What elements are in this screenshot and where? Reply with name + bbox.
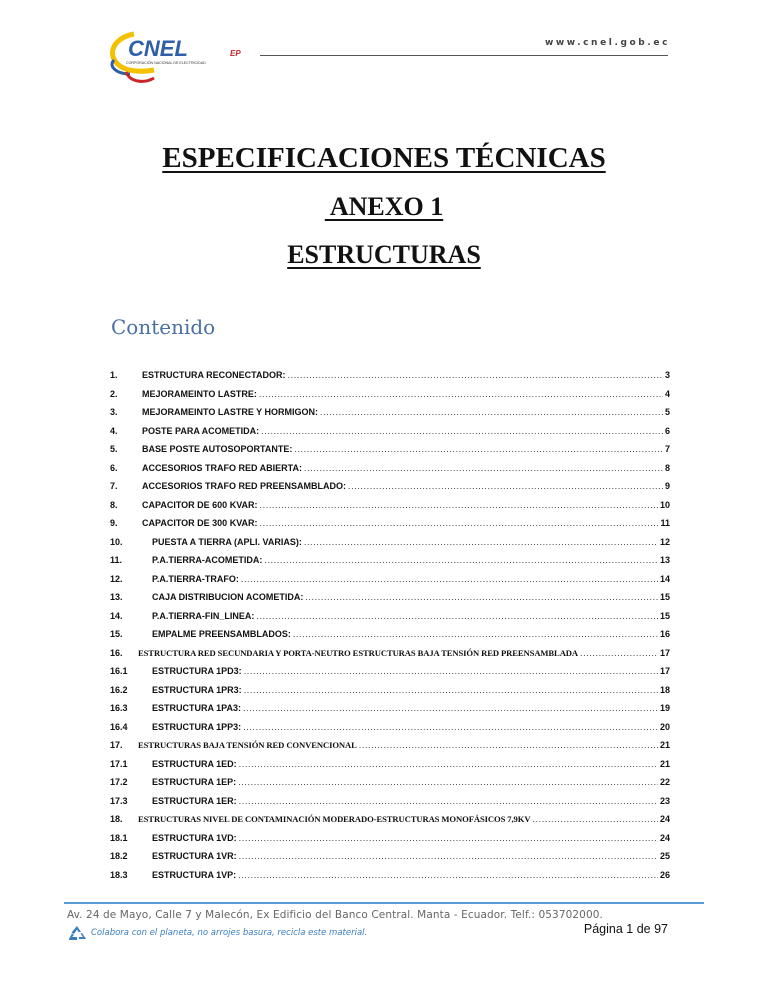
toc-entry-number: 11. — [110, 555, 123, 565]
toc-leader — [239, 759, 658, 769]
cnel-logo-icon — [104, 26, 264, 84]
toc-entry-title: ESTRUCTURA 1PD3: — [152, 666, 242, 676]
toc-entry-number: 6. — [110, 462, 118, 473]
toc-leader — [239, 833, 658, 843]
toc-entry-number: 18. — [110, 814, 123, 824]
toc-entry-title: MEJORAMEINTO LASTRE Y HORMIGON: — [142, 407, 319, 417]
toc-leader — [256, 611, 658, 621]
toc-entry-number: 10. — [110, 536, 123, 547]
toc-entry-page: 16 — [659, 629, 670, 639]
svg-text:CORPORACIÓN NACIONAL DE ELECTR: CORPORACIÓN NACIONAL DE ELECTRICIDAD — [126, 61, 206, 65]
toc-entry[interactable] — [110, 629, 670, 645]
toc-entry-page: 13 — [659, 555, 670, 565]
toc-leader — [244, 685, 658, 695]
toc-entry[interactable] — [110, 833, 670, 849]
toc-entry-title: ESTRUCTURA 1PP3: — [152, 721, 242, 732]
toc-entry-title: ESTRUCTURA 1ED: — [152, 758, 237, 769]
toc-leader — [288, 370, 663, 380]
toc-entry[interactable] — [110, 703, 670, 719]
toc-entry[interactable] — [110, 500, 670, 516]
toc-entry-number: 8. — [110, 499, 118, 510]
toc-entry-number: 14. — [110, 610, 123, 621]
toc-leader — [239, 851, 658, 861]
toc-entry-title: ESTRUCTURA 1EP: — [152, 777, 237, 787]
toc-entry[interactable] — [110, 481, 670, 497]
toc-entry-page: 20 — [659, 721, 670, 732]
toc-leader — [241, 574, 658, 584]
toc-entry-page: 24 — [659, 814, 670, 824]
toc-leader — [238, 777, 658, 787]
toc-entry-page: 7 — [664, 444, 670, 454]
toc-entry-page: 24 — [659, 832, 670, 843]
toc-entry-page: 25 — [659, 851, 670, 861]
footer-divider — [64, 902, 704, 904]
toc-entry-page: 11 — [660, 518, 670, 528]
page-number: Página 1 de 97 — [583, 922, 668, 936]
page-header — [104, 26, 670, 86]
toc-entry-title: ESTRUCTURA RECONECTADOR: — [142, 370, 286, 380]
toc-entry[interactable] — [110, 444, 670, 460]
toc-entry-title: ESTRUCTURAS NIVEL DE CONTAMINACIÓN MODERADO-ESTRUCTURAS MONOFÁSICOS 7,9KV — [138, 814, 531, 824]
toc-entry-page: 9 — [664, 481, 670, 491]
toc-entry-number: 12. — [110, 573, 123, 584]
toc-entry-title: CAPACITOR DE 300 KVAR: — [142, 518, 258, 528]
toc-entry-page: 10 — [659, 499, 670, 510]
toc-entry-number: 16.3 — [110, 703, 128, 713]
toc-entry-page: 18 — [659, 684, 670, 695]
toc-entry-title: ESTRUCTURA 1VD: — [152, 832, 237, 843]
svg-text:CNEL: CNEL — [128, 36, 188, 61]
toc-entry-number: 2. — [110, 388, 118, 399]
toc-entry[interactable] — [110, 574, 670, 590]
toc-leader — [580, 648, 658, 658]
footer-address: Av. 24 de Mayo, Calle 7 y Malecón, Ex Edificio del Banco Central. Manta - Ecuador. Telf.: 053702000. — [67, 909, 603, 921]
toc-entry-number: 18.3 — [110, 869, 128, 880]
toc-entry-page: 15 — [659, 592, 670, 602]
toc-entry-title: ESTRUCTURA 1PR3: — [152, 684, 242, 695]
toc-entry-number: 16.2 — [110, 684, 128, 695]
toc-leader — [238, 870, 658, 880]
toc-entry-number: 4. — [110, 425, 118, 436]
toc-entry-page: 3 — [664, 370, 670, 380]
recycle-icon — [67, 925, 87, 941]
toc-entry-title: ESTRUCTURA RED SECUNDARIA Y PORTA-NEUTRO ESTRUCTURAS BAJA TENSIÓN RED PREENSAMBLADA — [138, 647, 579, 658]
toc-entry-page: 17 — [659, 666, 670, 676]
toc-entry[interactable] — [110, 537, 670, 553]
toc-entry-page: 8 — [664, 462, 670, 473]
toc-entry[interactable] — [110, 611, 670, 627]
toc-entry-title: P.A.TIERRA-ACOMETIDA: — [152, 555, 263, 565]
toc-entry[interactable] — [110, 407, 670, 423]
toc-entry-title: ESTRUCTURA 1PA3: — [152, 703, 242, 713]
toc-entry-number: 5. — [110, 444, 118, 454]
footer-eco-message — [67, 925, 367, 941]
toc-entry-number: 16. — [110, 647, 123, 658]
toc-entry[interactable] — [110, 666, 670, 682]
toc-entry[interactable] — [110, 759, 670, 775]
toc-entry-title: ESTRUCTURA 1VR: — [152, 851, 237, 861]
toc-entry-number: 15. — [110, 629, 123, 639]
toc-leader — [532, 814, 658, 824]
toc-entry-page: 5 — [664, 407, 670, 417]
toc-entry[interactable] — [110, 796, 670, 812]
toc-entry-page: 14 — [659, 573, 670, 584]
header-divider — [260, 55, 668, 56]
toc-entry-number: 16.1 — [110, 666, 128, 676]
toc-entry-number: 18.2 — [110, 851, 128, 861]
toc-leader — [294, 444, 663, 454]
toc-entry-page: 21 — [659, 740, 670, 750]
toc-leader — [359, 740, 658, 750]
toc-entry-title: ACCESORIOS TRAFO RED ABIERTA: — [142, 462, 303, 473]
toc-entry-title: ESTRUCTURAS BAJA TENSIÓN RED CONVENCIONAL — [138, 740, 357, 750]
toc-entry-title: POSTE PARA ACOMETIDA: — [142, 425, 260, 436]
toc-entry[interactable] — [110, 463, 670, 479]
toc-entry[interactable] — [110, 370, 670, 386]
toc-entry[interactable] — [110, 685, 670, 701]
toc-leader — [305, 592, 658, 602]
toc-entry-page: 12 — [659, 536, 670, 547]
toc-leader — [264, 555, 658, 565]
toc-entry-title: ESTRUCTURA 1ER: — [152, 795, 237, 806]
toc-entry[interactable] — [110, 592, 670, 608]
toc-entry-number: 13. — [110, 592, 123, 602]
toc-entry[interactable] — [110, 722, 670, 738]
toc-entry-title: CAJA DISTRIBUCION ACOMETIDA: — [152, 592, 304, 602]
toc-entry-page: 15 — [659, 610, 670, 621]
toc-entry[interactable] — [110, 851, 670, 867]
header-url: www.cnel.gob.ec — [544, 38, 670, 48]
toc-entry-title: MEJORAMEINTO LASTRE: — [142, 388, 257, 399]
toc-entry[interactable] — [110, 814, 670, 830]
toc-leader — [320, 407, 663, 417]
toc-leader — [261, 426, 663, 436]
toc-entry-title: PUESTA A TIERRA (APLI. VARIAS): — [152, 536, 302, 547]
toc-entry-title: CAPACITOR DE 600 KVAR: — [142, 499, 258, 510]
toc-entry-title: EMPALME PREENSAMBLADOS: — [152, 629, 291, 639]
toc-entry-page: 23 — [659, 795, 670, 806]
toc-leader — [239, 796, 658, 806]
toc-entry-number: 16.4 — [110, 721, 128, 732]
toc-entry-page: 21 — [659, 758, 670, 769]
toc-entry-page: 19 — [659, 703, 670, 713]
toc-entry[interactable] — [110, 740, 670, 756]
toc-leader — [304, 463, 663, 473]
svg-text:EP: EP — [230, 49, 241, 58]
toc-leader — [348, 481, 663, 491]
toc-entry-title: ACCESORIOS TRAFO RED PREENSAMBLADO: — [142, 481, 347, 491]
toc-leader — [304, 537, 658, 547]
toc-entry-page: 17 — [659, 647, 670, 658]
toc-entry-number: 1. — [110, 370, 118, 380]
toc-entry-number: 17. — [110, 740, 123, 750]
toc-entry[interactable] — [110, 777, 670, 793]
toc-leader — [293, 629, 658, 639]
toc-leader — [260, 500, 658, 510]
toc-leader — [244, 666, 658, 676]
toc-entry[interactable] — [110, 870, 670, 886]
toc-entry[interactable] — [110, 518, 670, 534]
toc-entry[interactable] — [110, 426, 670, 442]
toc-entry-number: 9. — [110, 518, 118, 528]
toc-entry-number: 18.1 — [110, 832, 128, 843]
toc-entry-page: 26 — [659, 869, 670, 880]
toc-entry[interactable] — [110, 648, 670, 664]
toc-entry-page: 4 — [664, 388, 670, 399]
toc-leader — [243, 703, 658, 713]
toc-entry-number: 17.2 — [110, 777, 128, 787]
toc-entry-page: 22 — [659, 777, 670, 787]
toc-entry-number: 17.1 — [110, 758, 128, 769]
section-title: ESTRUCTURAS — [287, 240, 481, 269]
annex-title: ANEXO 1 — [324, 192, 444, 221]
toc-entry[interactable] — [110, 389, 670, 405]
toc-entry-title: P.A.TIERRA-TRAFO: — [152, 573, 239, 584]
toc-entry-number: 7. — [110, 481, 118, 491]
eco-text: Colabora con el planeta, no arrojes basura, recicla este material. — [91, 928, 368, 938]
toc-entry-page: 6 — [664, 425, 670, 436]
toc-entry-number: 3. — [110, 407, 118, 417]
toc-leader — [259, 389, 663, 399]
toc-entry-title: ESTRUCTURA 1VP: — [152, 869, 237, 880]
toc-leader — [243, 722, 658, 732]
toc-entry-title: BASE POSTE AUTOSOPORTANTE: — [142, 444, 293, 454]
toc-entry-number: 17.3 — [110, 795, 128, 806]
document-title: ESPECIFICACIONES TÉCNICAS — [162, 142, 606, 174]
toc-heading: Contenido — [111, 315, 216, 339]
toc-leader — [260, 518, 659, 528]
toc-entry[interactable] — [110, 555, 670, 571]
toc-entry-title: P.A.TIERRA-FIN_LINEA: — [152, 610, 255, 621]
